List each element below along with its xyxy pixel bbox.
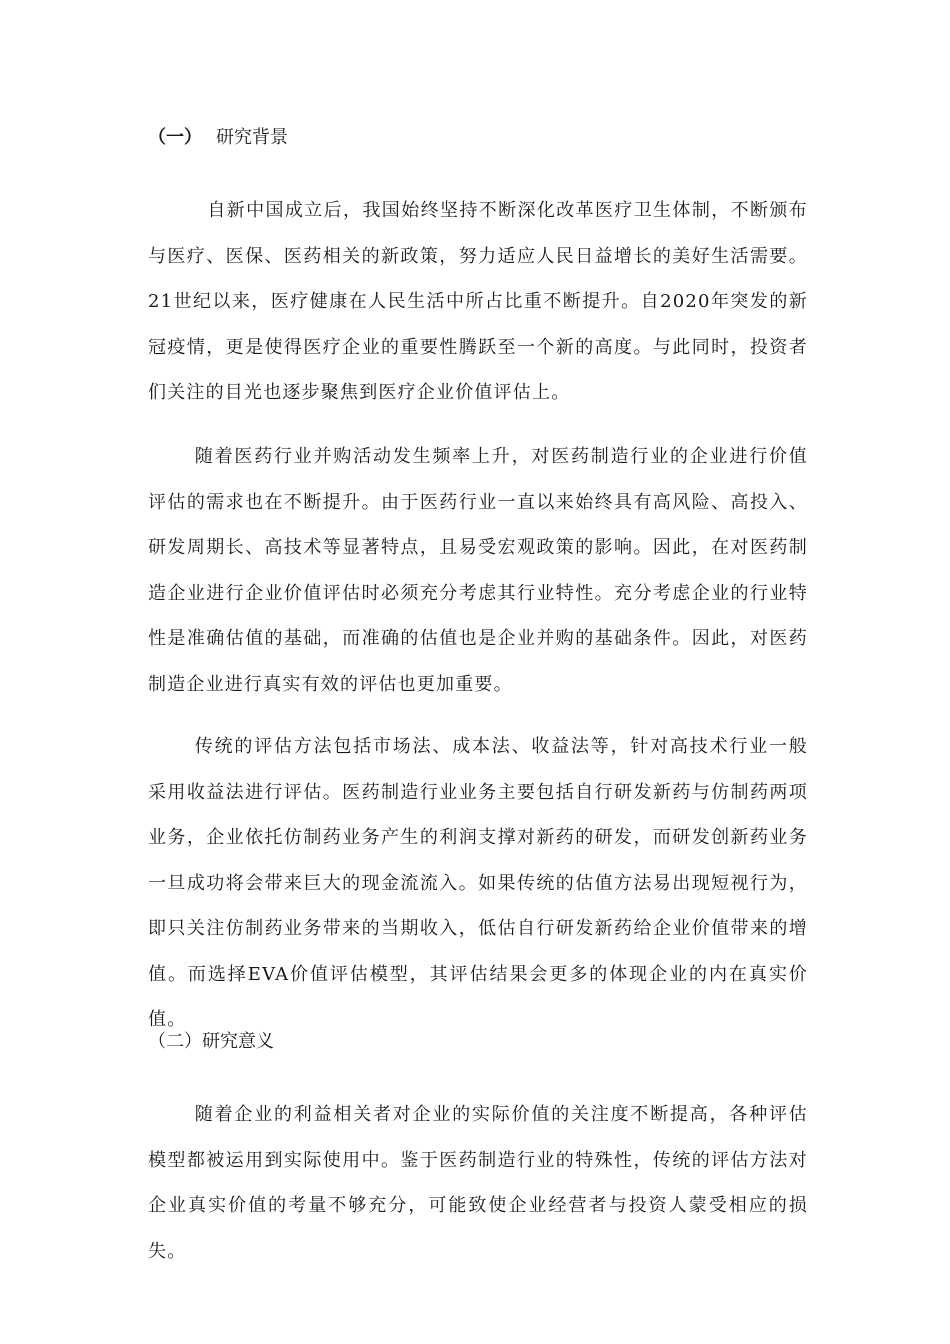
paragraph-background-2: 随着医药行业并购活动发生频率上升，对医药制造行业的企业进行价值评估的需求也在不断提升。由于医药行业一直以来始终具有高风险、高投入、研发周期长、高技术等显著特点，且易受宏观政策的影响。因此，在对医药制造企业进行企业价值评估时必须充分考虑其行业特性。充分考虑企业的行业特性是准确估值的基础，而准确的估值也是企业并购的基础条件。因此，对医药制造企业进行真实有效的评估也更加重要。	[148, 446, 808, 695]
paragraph-background-3: 传统的评估方法包括市场法、成本法、收益法等，针对高技术行业一般采用收益法进行评估。医药制造行业业务主要包括自行研发新药与仿制药两项业务，企业依托仿制药业务产生的利润支撑对新药的研发，而研发创新药业务一旦成功将会带来巨大的现金流流入。如果传统的估值方法易出现短视行为，即只关注仿制药业务带来的当期收入，低估自行研发新药给企业价值带来的增值。而选择EVA价值评估模型，其评估结果会更多的体现企业的内在真实价值。	[148, 736, 808, 1030]
section-heading-research-background	[148, 126, 288, 150]
section-title: 研究背景	[216, 127, 288, 148]
paragraph-significance-1: 随着企业的利益相关者对企业的实际价值的关注度不断提高，各种评估模型都被运用到实际使用中。鉴于医药制造行业的特殊性，传统的评估方法对企业真实价值的考量不够充分，可能致使企业经营者与投资人蒙受相应的损失。	[148, 1104, 808, 1262]
section-heading-research-significance: （二）研究意义	[148, 1031, 274, 1052]
paragraph-background-1: 自新中国成立后，我国始终坚持不断深化改革医疗卫生体制，不断颁布与医疗、医保、医药相关的新政策，努力适应人民日益增长的美好生活需要。21世纪以来，医疗健康在人民生活中所占比重不断提升。自2020年突发的新冠疫情，更是使得医疗企业的重要性腾跃至一个新的高度。与此同时，投资者们关注的目光也逐步聚焦到医疗企业价值评估上。	[148, 200, 808, 403]
section-number: （一）	[148, 127, 202, 148]
